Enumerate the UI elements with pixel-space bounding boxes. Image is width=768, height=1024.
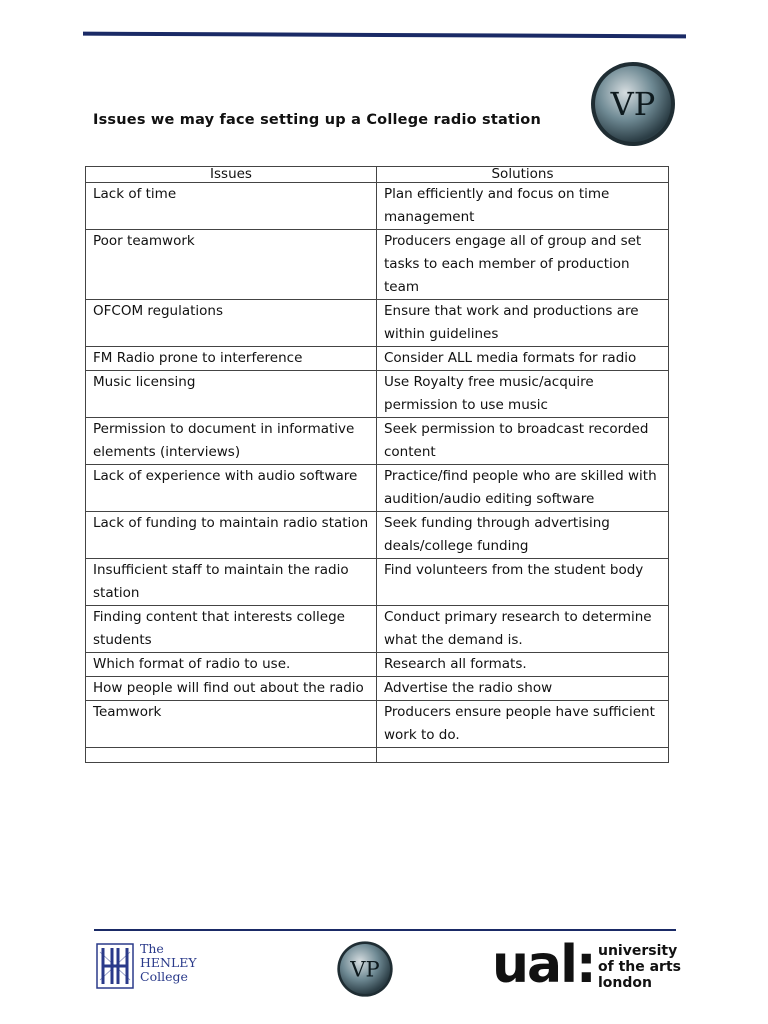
table-row: [86, 653, 669, 677]
ual-line1: university: [598, 943, 678, 959]
solution-cell: Find volunteers from the student body: [377, 559, 669, 606]
vp-logo-footer-text: VP: [350, 956, 380, 982]
issue-cell: Poor teamwork: [86, 230, 377, 300]
issue-cell: Music licensing: [86, 371, 377, 418]
issue-cell: Teamwork: [86, 701, 377, 748]
issue-cell: Lack of funding to maintain radio station: [86, 512, 377, 559]
issue-cell: FM Radio prone to interference: [86, 347, 377, 371]
vp-logo-footer: [335, 940, 395, 998]
header-issues: Issues: [86, 167, 377, 183]
solution-cell: Use Royalty free music/acquire permission to use music: [377, 371, 669, 418]
solution-cell: Seek permission to broadcast recorded content: [377, 418, 669, 465]
issue-cell: Which format of radio to use.: [86, 653, 377, 677]
henley-line2: HENLEY: [140, 955, 197, 970]
issue-cell: [86, 748, 377, 763]
issue-cell: Insufficient staff to maintain the radio station: [86, 559, 377, 606]
table-row: [86, 465, 669, 512]
issue-cell: Permission to document in informative elements (interviews): [86, 418, 377, 465]
issue-cell: Lack of experience with audio software: [86, 465, 377, 512]
solution-cell: Seek funding through advertising deals/college funding: [377, 512, 669, 559]
solution-cell: Consider ALL media formats for radio: [377, 347, 669, 371]
henley-college-name: [140, 942, 197, 984]
issue-cell: OFCOM regulations: [86, 300, 377, 347]
table-row: [86, 183, 669, 230]
issue-cell: How people will find out about the radio: [86, 677, 377, 701]
table-row: [86, 748, 669, 763]
solution-cell: Advertise the radio show: [377, 677, 669, 701]
table-header-row: [86, 167, 669, 183]
table-row: [86, 371, 669, 418]
table-row: [86, 300, 669, 347]
solution-cell: Ensure that work and productions are within guidelines: [377, 300, 669, 347]
issue-cell: Lack of time: [86, 183, 377, 230]
issues-table: [85, 166, 669, 763]
vp-logo-text: VP: [610, 85, 656, 123]
table-row: [86, 606, 669, 653]
solution-cell: Conduct primary research to determine what the demand is.: [377, 606, 669, 653]
table-row: [86, 677, 669, 701]
solution-cell: Practice/find people who are skilled with audition/audio editing software: [377, 465, 669, 512]
solution-cell: Research all formats.: [377, 653, 669, 677]
solution-cell: Plan efficiently and focus on time management: [377, 183, 669, 230]
bottom-rule: [94, 929, 676, 931]
vp-logo: [589, 60, 677, 148]
solution-cell: [377, 748, 669, 763]
table-row: [86, 512, 669, 559]
table-row: [86, 418, 669, 465]
henley-line3: College: [140, 969, 188, 984]
table-row: [86, 559, 669, 606]
top-rule: [83, 32, 686, 39]
solution-cell: Producers engage all of group and set tasks to each member of production team: [377, 230, 669, 300]
ual-line2: of the arts: [598, 959, 681, 975]
ual-line3: london: [598, 975, 652, 991]
solution-cell: Producers ensure people have sufficient work to do.: [377, 701, 669, 748]
table-row: [86, 347, 669, 371]
henley-line1: The: [140, 941, 164, 956]
header-solutions: Solutions: [377, 167, 669, 183]
ual-logo-mark: ual:: [492, 935, 595, 995]
page-title: Issues we may face setting up a College radio station: [93, 112, 541, 128]
table-row: [86, 230, 669, 300]
ual-logo-text: [598, 943, 681, 991]
table-row: [86, 701, 669, 748]
issue-cell: Finding content that interests college students: [86, 606, 377, 653]
